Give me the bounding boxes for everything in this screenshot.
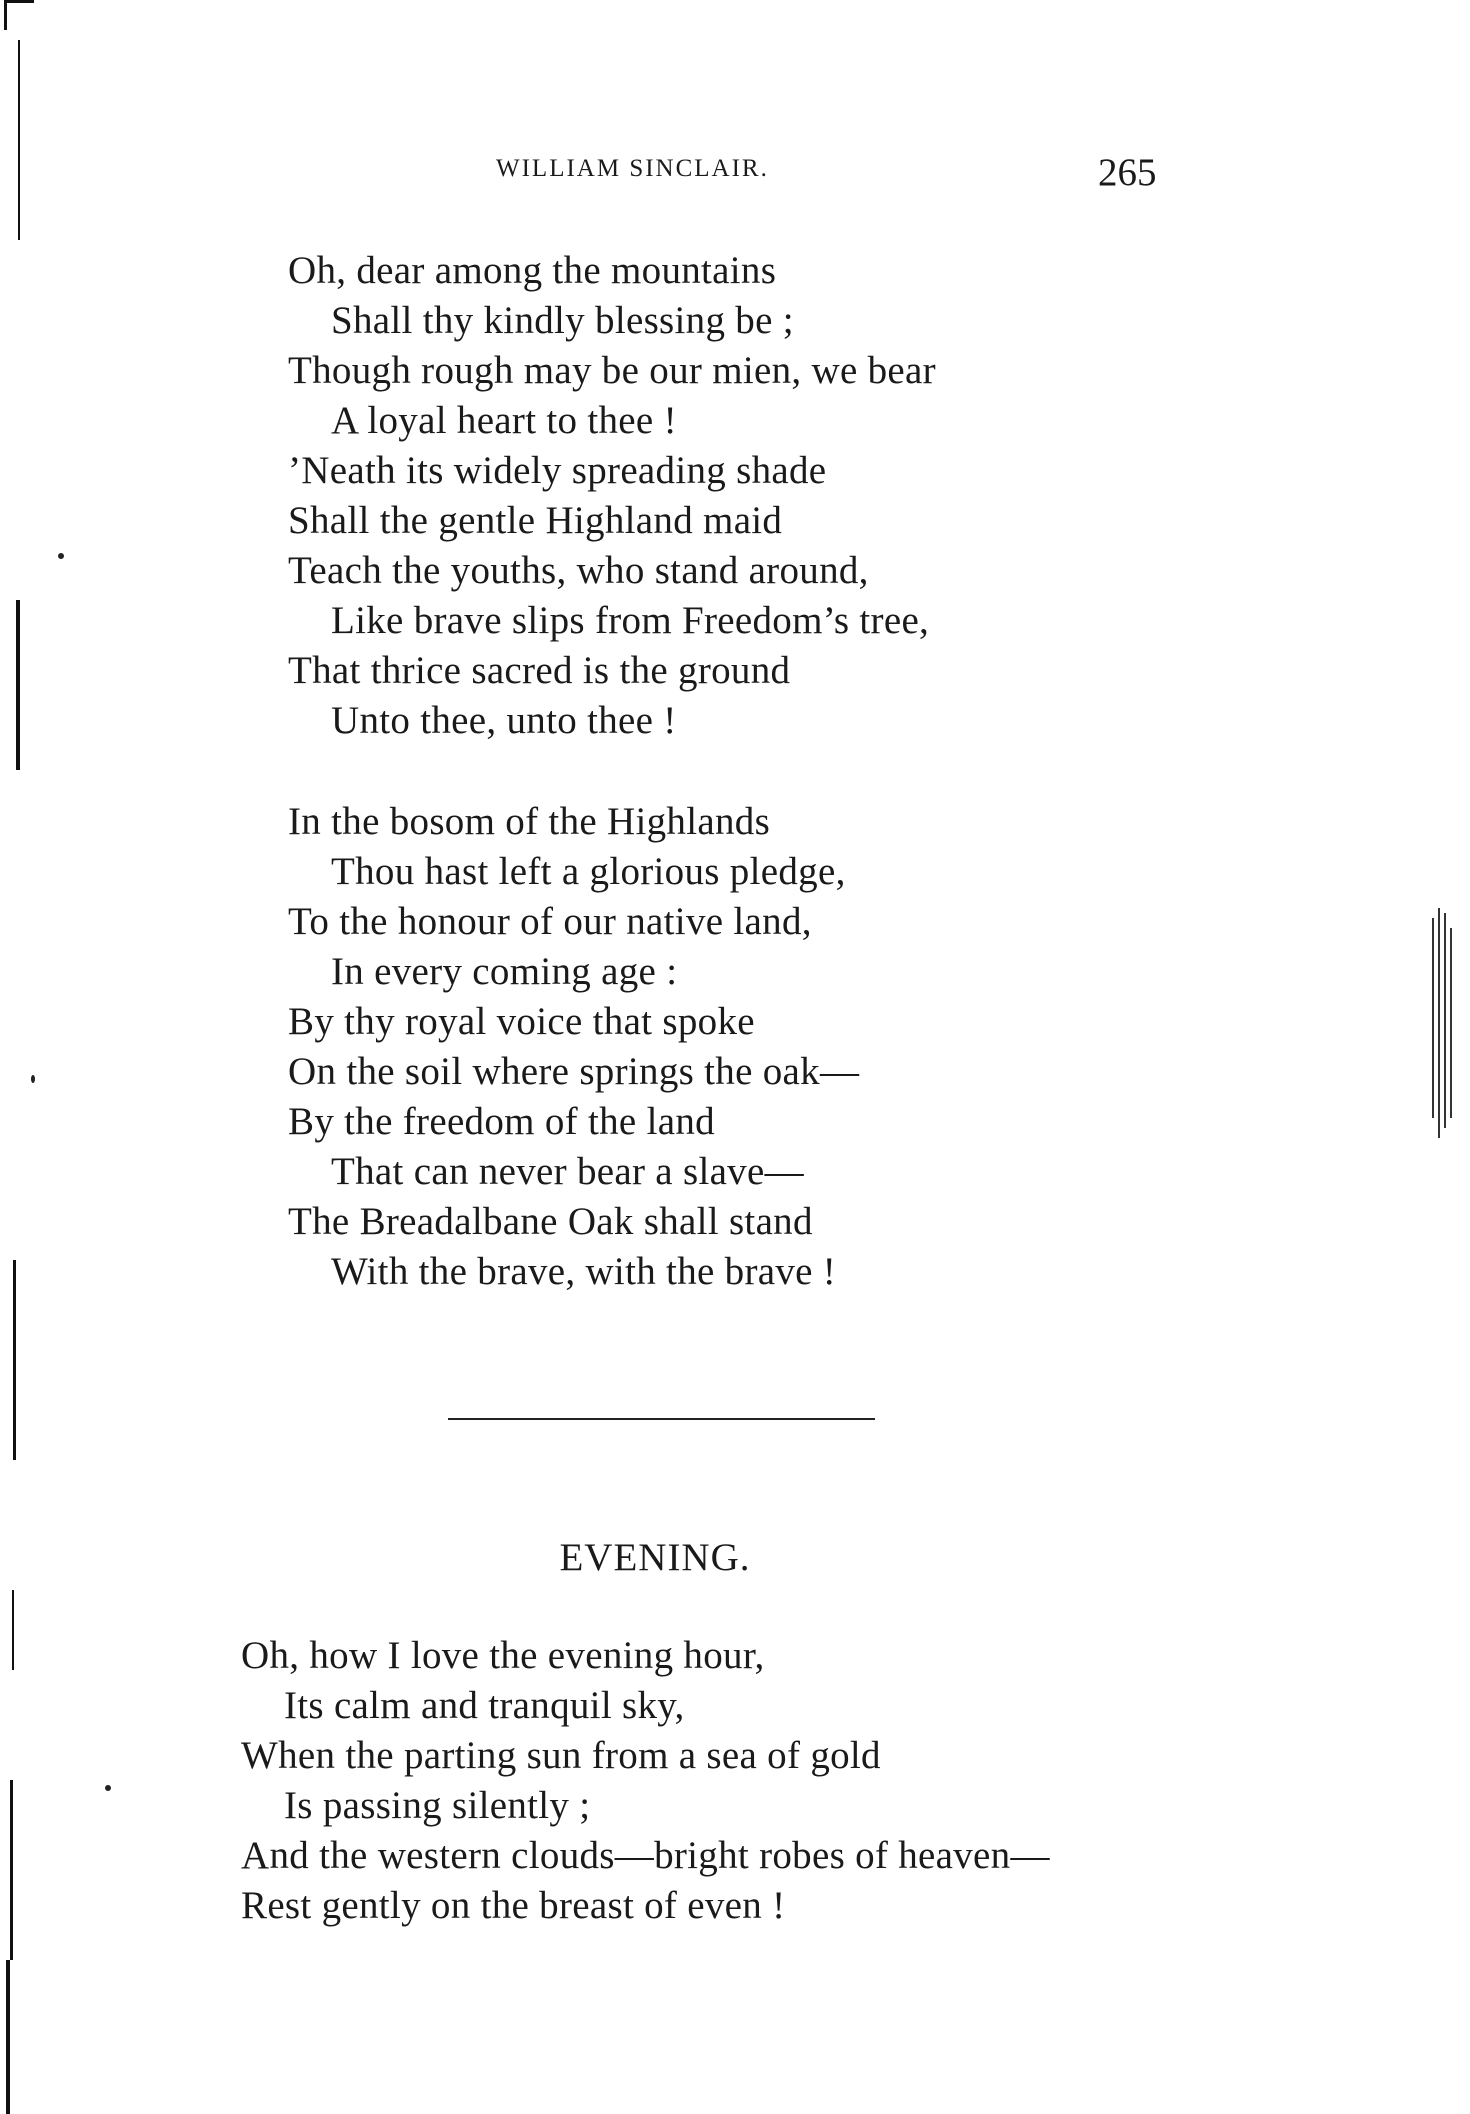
verse-line: The Breadalbane Oak shall stand: [288, 1200, 813, 1243]
scan-artifact: [1432, 908, 1454, 1138]
poem-title: EVENING.: [559, 1536, 751, 1579]
verse-line: Is passing silently ;: [284, 1784, 591, 1827]
ink-speck: [105, 1785, 111, 1791]
stanza: [288, 246, 936, 746]
binding-edge-mark: [6, 1960, 10, 2114]
verse-line: Thou hast left a glorious pledge,: [331, 850, 846, 893]
verse-line: ’Neath its widely spreading shade: [288, 449, 827, 492]
verse-line: By the freedom of the land: [288, 1100, 715, 1143]
binding-edge-mark: [4, 0, 34, 3]
verse-line: By thy royal voice that spoke: [288, 1000, 755, 1043]
verse-line: When the parting sun from a sea of gold: [241, 1734, 881, 1777]
verse-line: That thrice sacred is the ground: [288, 649, 791, 692]
binding-edge-mark: [4, 0, 7, 30]
verse-line: Unto thee, unto thee !: [331, 699, 677, 742]
page-number: 265: [1098, 151, 1157, 194]
verse-line: Teach the youths, who stand around,: [288, 549, 869, 592]
section-divider: [448, 1418, 875, 1420]
verse-line: In the bosom of the Highlands: [288, 800, 771, 843]
verse-line: Like brave slips from Freedom’s tree,: [331, 599, 930, 642]
scan-line: [1444, 913, 1446, 1128]
scan-line: [1432, 918, 1434, 1118]
verse-line: A loyal heart to thee !: [331, 399, 677, 442]
ink-speck: [31, 1075, 35, 1083]
verse-line: Shall thy kindly blessing be ;: [331, 299, 794, 342]
ink-speck: [58, 553, 64, 559]
verse-line: Oh, dear among the mountains: [288, 249, 777, 292]
verse-line: Though rough may be our mien, we bear: [288, 349, 936, 392]
binding-edge-mark: [12, 1590, 14, 1670]
binding-edge-mark: [10, 1780, 13, 1960]
verse-line: On the soil where springs the oak—: [288, 1050, 860, 1093]
verse-line: With the brave, with the brave !: [331, 1250, 837, 1293]
stanza: [288, 797, 859, 1297]
binding-edge-mark: [13, 1260, 16, 1460]
verse-line: And the western clouds—bright robes of heaven—: [241, 1834, 1050, 1877]
verse-line: Its calm and tranquil sky,: [284, 1684, 685, 1727]
stanza: [241, 1631, 1050, 1931]
binding-edge-mark: [16, 600, 20, 770]
verse-line: Rest gently on the breast of even !: [241, 1884, 786, 1927]
verse-line: In every coming age :: [331, 950, 678, 993]
verse-line: Shall the gentle Highland maid: [288, 499, 783, 542]
running-head: WILLIAM SINCLAIR.: [496, 155, 769, 182]
scan-line: [1438, 908, 1440, 1138]
binding-edge-mark: [18, 40, 20, 240]
verse-line: That can never bear a slave—: [331, 1150, 804, 1193]
verse-line: Oh, how I love the evening hour,: [241, 1634, 765, 1677]
scan-line: [1450, 928, 1452, 1118]
verse-line: To the honour of our native land,: [288, 900, 812, 943]
